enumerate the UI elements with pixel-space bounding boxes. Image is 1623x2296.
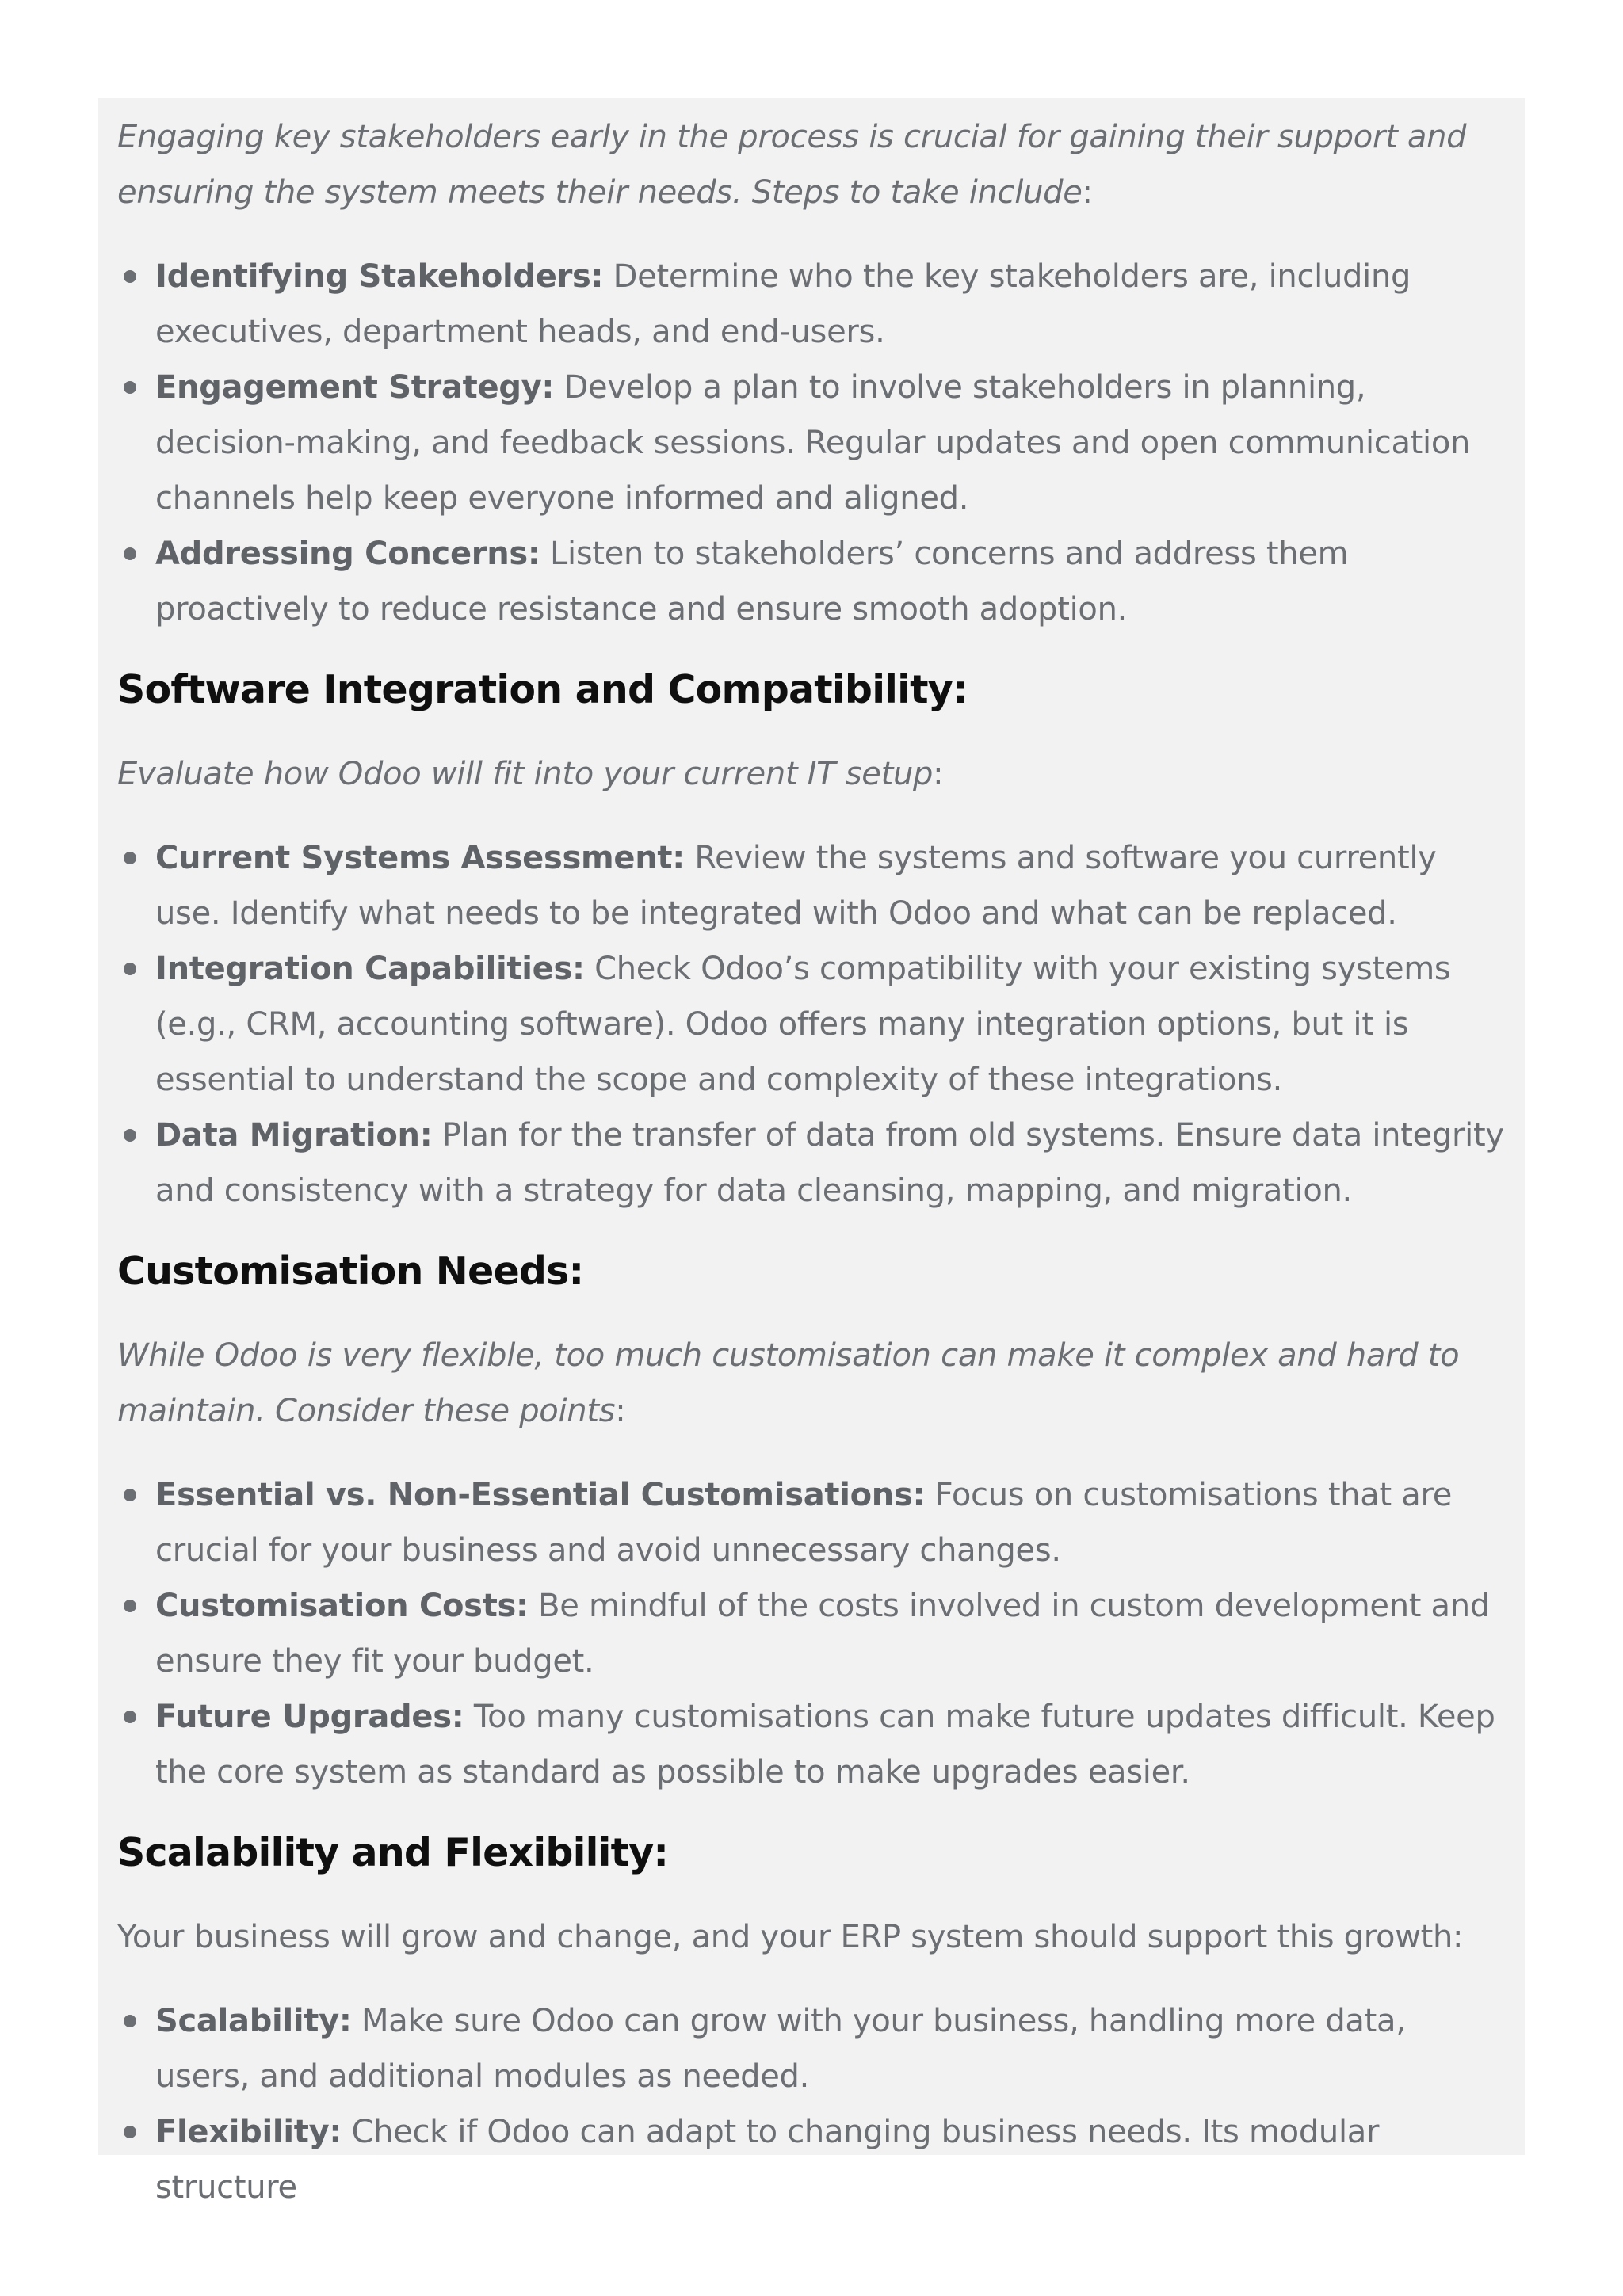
stakeholders-intro bbox=[117, 109, 1506, 220]
list-item bbox=[117, 830, 1506, 941]
list-item-text: Plan for the transfer of data from old systems. Ensure data integrity and consistency with a strategy for data cleansing, mapping, and migration. bbox=[155, 1117, 1504, 1209]
list-item-term: Data Migration: bbox=[155, 1117, 433, 1154]
bullet-icon bbox=[124, 1711, 136, 1723]
bullet-icon bbox=[124, 1489, 136, 1501]
stakeholders-intro-text: Engaging key stakeholders early in the process is crucial for gaining their support and ensuring the system meets their needs. Steps to take include bbox=[117, 119, 1467, 211]
list-item-text: Determine who the key stakeholders are, including executives, department heads, and end-users. bbox=[155, 258, 1411, 350]
bullet-icon bbox=[124, 2015, 136, 2027]
list-item-term: Scalability: bbox=[155, 2003, 352, 2039]
list-item bbox=[117, 1108, 1506, 1219]
list-item-text: Listen to stakeholders’ concerns and address them proactively to reduce resistance and ensure smooth adoption. bbox=[155, 536, 1349, 627]
bullet-icon bbox=[124, 852, 136, 864]
list-item-text: Check if Odoo can adapt to changing business needs. Its modular structure bbox=[155, 2114, 1380, 2206]
list-item-term: Future Upgrades: bbox=[155, 1699, 464, 1735]
list-item-term: Flexibility: bbox=[155, 2114, 342, 2150]
list-item-term: Addressing Concerns: bbox=[155, 536, 540, 572]
list-item-text: Be mindful of the costs involved in custom development and ensure they fit your budget. bbox=[155, 1588, 1490, 1680]
integration-list bbox=[117, 830, 1506, 1219]
bullet-icon bbox=[124, 270, 136, 283]
integration-intro-text: Evaluate how Odoo will fit into your current IT setup bbox=[117, 756, 934, 792]
list-item bbox=[117, 1993, 1506, 2104]
list-item-term: Integration Capabilities: bbox=[155, 951, 585, 987]
scalability-intro: Your business will grow and change, and your ERP system should support this growth: bbox=[117, 1919, 1464, 1955]
content-panel bbox=[98, 98, 1525, 2206]
list-item bbox=[117, 1578, 1506, 1689]
bullet-icon bbox=[124, 1600, 136, 1612]
list-item-text: Too many customisations can make future updates difficult. Keep the core system as standard as possible to make upgrades easier. bbox=[155, 1699, 1495, 1791]
list-item-text: Check Odoo’s compatibility with your existing systems (e.g., CRM, accounting software). Odoo offers many integration options, but it is essential to understand the scope and complexity of these integrations. bbox=[155, 951, 1451, 1098]
customisation-list bbox=[117, 1467, 1506, 1800]
list-item-text: Focus on customisations that are crucial for your business and avoid unnecessary changes. bbox=[155, 1477, 1453, 1569]
customisation-intro-colon: : bbox=[615, 1393, 626, 1429]
list-item bbox=[117, 1467, 1506, 1578]
list-item bbox=[117, 1689, 1506, 1800]
list-item-text: Review the systems and software you currently use. Identify what needs to be integrated with Odoo and what can be replaced. bbox=[155, 840, 1437, 932]
list-item-text: Develop a plan to involve stakeholders in planning, decision-making, and feedback sessions. Regular updates and open communication channels help keep everyone informed and aligned. bbox=[155, 369, 1471, 517]
customisation-intro-text: While Odoo is very flexible, too much customisation can make it complex and hard to maintain. Consider these points bbox=[117, 1337, 1460, 1429]
list-item-term: Identifying Stakeholders: bbox=[155, 258, 604, 295]
customisation-heading: Customisation Needs: bbox=[117, 1249, 584, 1294]
scalability-heading: Scalability and Flexibility: bbox=[117, 1830, 669, 1875]
integration-intro-colon: : bbox=[933, 756, 944, 792]
list-item-term: Customisation Costs: bbox=[155, 1588, 529, 1624]
list-item bbox=[117, 526, 1506, 637]
bullet-icon bbox=[124, 547, 136, 560]
list-item-term: Current Systems Assessment: bbox=[155, 840, 685, 876]
stakeholders-intro-colon: : bbox=[1082, 174, 1093, 211]
bullet-icon bbox=[124, 2126, 136, 2138]
stakeholders-list bbox=[117, 249, 1506, 637]
integration-intro bbox=[117, 746, 1506, 802]
integration-heading: Software Integration and Compatibility: bbox=[117, 667, 968, 712]
list-item-term: Engagement Strategy: bbox=[155, 369, 555, 406]
list-item bbox=[117, 941, 1506, 1108]
bullet-icon bbox=[124, 963, 136, 975]
bullet-icon bbox=[124, 381, 136, 394]
list-item bbox=[117, 249, 1506, 360]
list-item bbox=[117, 360, 1506, 526]
scalability-list bbox=[117, 1993, 1506, 2215]
customisation-intro bbox=[117, 1328, 1506, 1439]
list-item-text: Make sure Odoo can grow with your business, handling more data, users, and additional modules as needed. bbox=[155, 2003, 1406, 2095]
list-item-term: Essential vs. Non-Essential Customisations: bbox=[155, 1477, 926, 1513]
bullet-icon bbox=[124, 1129, 136, 1142]
list-item bbox=[117, 2104, 1506, 2215]
